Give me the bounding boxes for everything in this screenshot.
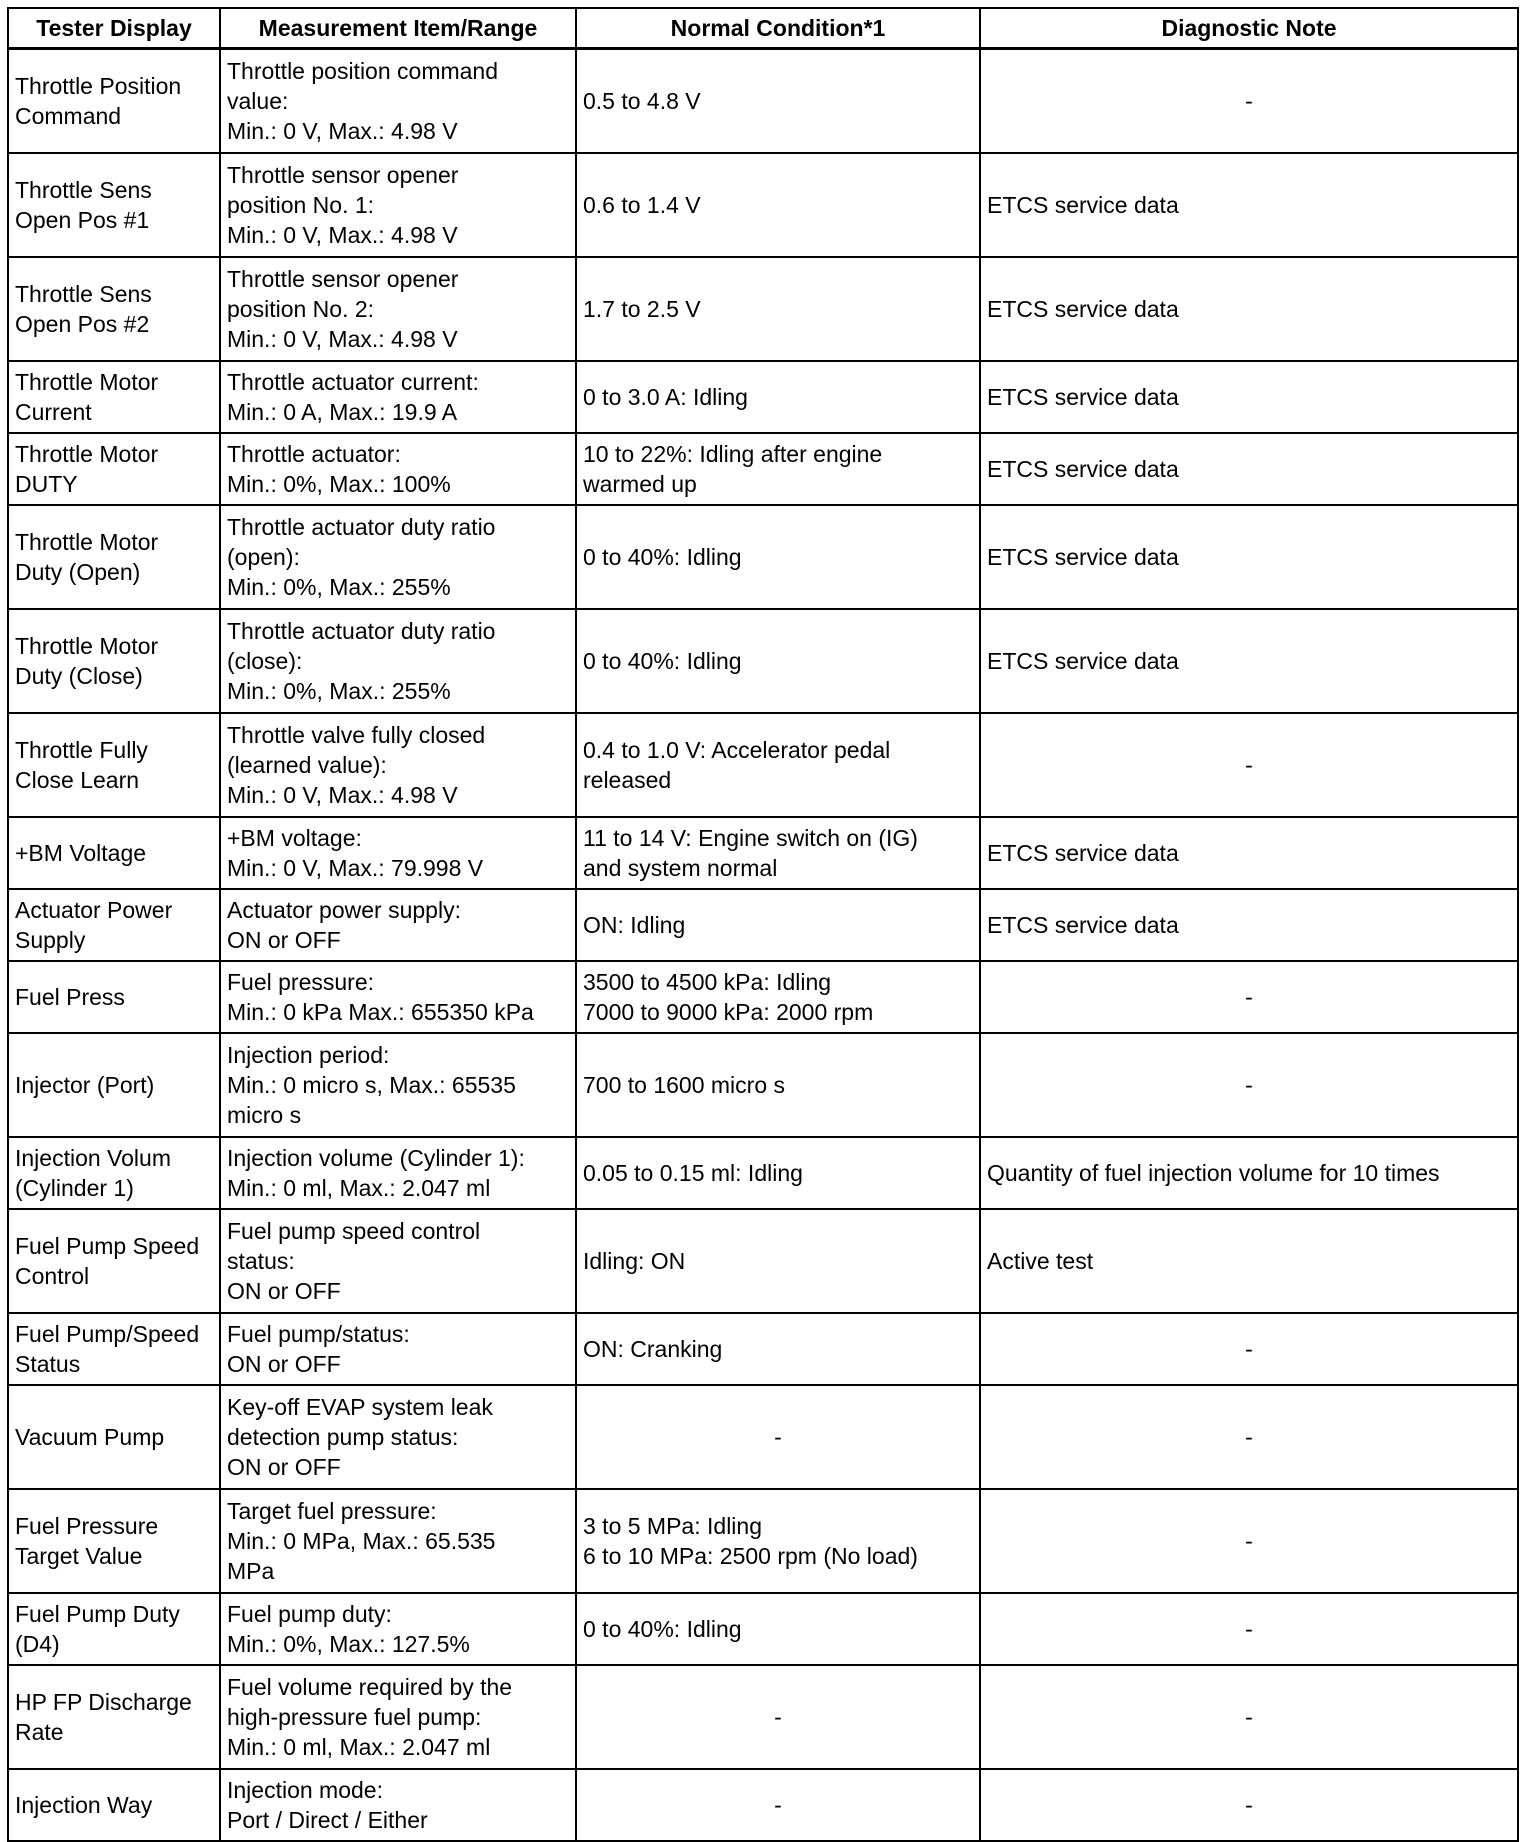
cell-measurement-range: Fuel pressure: Min.: 0 kPa Max.: 655350 kPa	[220, 961, 576, 1033]
cell-tester-display: Throttle Motor DUTY	[8, 433, 220, 505]
table-row	[8, 1313, 1518, 1385]
cell-normal-condition: 0.5 to 4.8 V	[576, 49, 980, 154]
cell-tester-display: Fuel Pump/Speed Status	[8, 1313, 220, 1385]
cell-measurement-range: Throttle position command value: Min.: 0 V, Max.: 4.98 V	[220, 49, 576, 154]
table-row	[8, 889, 1518, 961]
cell-diagnostic-note: -	[980, 1769, 1518, 1841]
cell-measurement-range: Throttle sensor opener position No. 2: Min.: 0 V, Max.: 4.98 V	[220, 257, 576, 361]
cell-diagnostic-note: -	[980, 713, 1518, 817]
table-row	[8, 1209, 1518, 1313]
cell-tester-display: Throttle Motor Duty (Close)	[8, 609, 220, 713]
cell-tester-display: Vacuum Pump	[8, 1385, 220, 1489]
cell-diagnostic-note: ETCS service data	[980, 153, 1518, 257]
cell-tester-display: Throttle Sens Open Pos #2	[8, 257, 220, 361]
cell-diagnostic-note: -	[980, 1489, 1518, 1593]
cell-diagnostic-note: -	[980, 1313, 1518, 1385]
header-normal-condition: Normal Condition*1	[576, 8, 980, 49]
cell-normal-condition: ON: Cranking	[576, 1313, 980, 1385]
cell-tester-display: Throttle Sens Open Pos #1	[8, 153, 220, 257]
cell-tester-display: Fuel Pump Duty (D4)	[8, 1593, 220, 1665]
table-row	[8, 1137, 1518, 1209]
table-row	[8, 961, 1518, 1033]
cell-normal-condition: 0.4 to 1.0 V: Accelerator pedal released	[576, 713, 980, 817]
table-row	[8, 713, 1518, 817]
header-tester-display: Tester Display	[8, 8, 220, 49]
cell-normal-condition: 1.7 to 2.5 V	[576, 257, 980, 361]
cell-tester-display: Throttle Position Command	[8, 49, 220, 154]
cell-measurement-range: Key-off EVAP system leak detection pump status: ON or OFF	[220, 1385, 576, 1489]
cell-tester-display: Injector (Port)	[8, 1033, 220, 1137]
table-header-row	[8, 8, 1518, 49]
table-row	[8, 1769, 1518, 1841]
header-measurement-item-range: Measurement Item/Range	[220, 8, 576, 49]
cell-measurement-range: Injection mode: Port / Direct / Either	[220, 1769, 576, 1841]
cell-normal-condition: Idling: ON	[576, 1209, 980, 1313]
cell-diagnostic-note: -	[980, 1385, 1518, 1489]
table-row	[8, 49, 1518, 154]
cell-diagnostic-note: Quantity of fuel injection volume for 10 times	[980, 1137, 1518, 1209]
cell-normal-condition: 0 to 40%: Idling	[576, 1593, 980, 1665]
cell-diagnostic-note: -	[980, 1033, 1518, 1137]
cell-tester-display: Injection Way	[8, 1769, 220, 1841]
cell-normal-condition: 0.05 to 0.15 ml: Idling	[576, 1137, 980, 1209]
cell-tester-display: Throttle Motor Duty (Open)	[8, 505, 220, 609]
cell-measurement-range: +BM voltage: Min.: 0 V, Max.: 79.998 V	[220, 817, 576, 889]
cell-normal-condition: -	[576, 1769, 980, 1841]
cell-diagnostic-note: ETCS service data	[980, 889, 1518, 961]
cell-tester-display: Injection Volum (Cylinder 1)	[8, 1137, 220, 1209]
cell-measurement-range: Throttle valve fully closed (learned value): Min.: 0 V, Max.: 4.98 V	[220, 713, 576, 817]
cell-measurement-range: Injection volume (Cylinder 1): Min.: 0 ml, Max.: 2.047 ml	[220, 1137, 576, 1209]
table-row	[8, 257, 1518, 361]
table-row	[8, 153, 1518, 257]
cell-tester-display: HP FP Discharge Rate	[8, 1665, 220, 1769]
cell-tester-display: Throttle Fully Close Learn	[8, 713, 220, 817]
cell-measurement-range: Fuel pump speed control status: ON or OFF	[220, 1209, 576, 1313]
cell-normal-condition: -	[576, 1665, 980, 1769]
cell-tester-display: +BM Voltage	[8, 817, 220, 889]
cell-normal-condition: 0 to 40%: Idling	[576, 505, 980, 609]
cell-normal-condition: 0 to 40%: Idling	[576, 609, 980, 713]
cell-measurement-range: Throttle actuator current: Min.: 0 A, Max.: 19.9 A	[220, 361, 576, 433]
cell-diagnostic-note: Active test	[980, 1209, 1518, 1313]
table-row	[8, 1593, 1518, 1665]
cell-normal-condition: -	[576, 1385, 980, 1489]
table-row	[8, 1665, 1518, 1769]
cell-measurement-range: Fuel pump/status: ON or OFF	[220, 1313, 576, 1385]
table-row	[8, 361, 1518, 433]
table-row	[8, 609, 1518, 713]
cell-normal-condition: 11 to 14 V: Engine switch on (IG) and system normal	[576, 817, 980, 889]
table-row	[8, 433, 1518, 505]
cell-tester-display: Throttle Motor Current	[8, 361, 220, 433]
cell-diagnostic-note: ETCS service data	[980, 361, 1518, 433]
cell-tester-display: Fuel Press	[8, 961, 220, 1033]
table-row	[8, 1489, 1518, 1593]
cell-measurement-range: Throttle actuator: Min.: 0%, Max.: 100%	[220, 433, 576, 505]
cell-diagnostic-note: ETCS service data	[980, 505, 1518, 609]
cell-diagnostic-note: ETCS service data	[980, 257, 1518, 361]
cell-diagnostic-note: -	[980, 1665, 1518, 1769]
cell-measurement-range: Throttle sensor opener position No. 1: Min.: 0 V, Max.: 4.98 V	[220, 153, 576, 257]
header-diagnostic-note: Diagnostic Note	[980, 8, 1518, 49]
cell-measurement-range: Throttle actuator duty ratio (open): Min.: 0%, Max.: 255%	[220, 505, 576, 609]
cell-normal-condition: ON: Idling	[576, 889, 980, 961]
table-body	[8, 49, 1518, 1842]
table-row	[8, 505, 1518, 609]
table-row	[8, 817, 1518, 889]
cell-normal-condition: 0 to 3.0 A: Idling	[576, 361, 980, 433]
cell-normal-condition: 3 to 5 MPa: Idling 6 to 10 MPa: 2500 rpm (No load)	[576, 1489, 980, 1593]
cell-diagnostic-note: -	[980, 49, 1518, 154]
cell-normal-condition: 0.6 to 1.4 V	[576, 153, 980, 257]
cell-measurement-range: Throttle actuator duty ratio (close): Min.: 0%, Max.: 255%	[220, 609, 576, 713]
cell-measurement-range: Injection period: Min.: 0 micro s, Max.: 65535 micro s	[220, 1033, 576, 1137]
cell-diagnostic-note: ETCS service data	[980, 817, 1518, 889]
cell-measurement-range: Fuel pump duty: Min.: 0%, Max.: 127.5%	[220, 1593, 576, 1665]
cell-diagnostic-note: ETCS service data	[980, 433, 1518, 505]
cell-normal-condition: 700 to 1600 micro s	[576, 1033, 980, 1137]
cell-measurement-range: Fuel volume required by the high-pressure fuel pump: Min.: 0 ml, Max.: 2.047 ml	[220, 1665, 576, 1769]
table-row	[8, 1033, 1518, 1137]
cell-diagnostic-note: ETCS service data	[980, 609, 1518, 713]
cell-tester-display: Actuator Power Supply	[8, 889, 220, 961]
cell-tester-display: Fuel Pressure Target Value	[8, 1489, 220, 1593]
cell-normal-condition: 10 to 22%: Idling after engine warmed up	[576, 433, 980, 505]
table-row	[8, 1385, 1518, 1489]
cell-measurement-range: Target fuel pressure: Min.: 0 MPa, Max.: 65.535 MPa	[220, 1489, 576, 1593]
cell-diagnostic-note: -	[980, 1593, 1518, 1665]
cell-normal-condition: 3500 to 4500 kPa: Idling 7000 to 9000 kPa: 2000 rpm	[576, 961, 980, 1033]
tester-data-table	[7, 7, 1519, 1842]
cell-diagnostic-note: -	[980, 961, 1518, 1033]
cell-measurement-range: Actuator power supply: ON or OFF	[220, 889, 576, 961]
cell-tester-display: Fuel Pump Speed Control	[8, 1209, 220, 1313]
